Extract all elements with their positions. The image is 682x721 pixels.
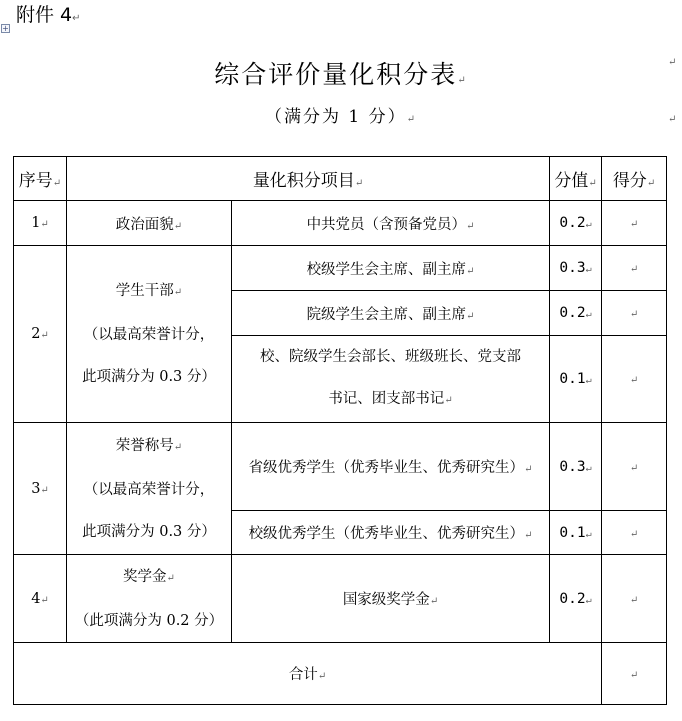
score-table [13, 156, 667, 705]
score-input-cell[interactable]: ↵ [602, 336, 667, 423]
score-input-cell[interactable]: ↵ [602, 423, 667, 511]
table-row [14, 201, 667, 246]
total-score-cell[interactable]: ↵ [602, 643, 667, 705]
total-row [14, 643, 667, 705]
item-cell: 中共党员（含预备党员）↵ [232, 201, 550, 246]
header-cell-value: 分值↵ [550, 157, 602, 201]
category-cell: 政治面貌↵ [67, 201, 232, 246]
table-row [14, 423, 667, 511]
score-input-cell[interactable]: ↵ [602, 291, 667, 336]
category-cell: 奖学金↵ （此项满分为 0.2 分） [67, 555, 232, 643]
value-cell: 0.1↵ [550, 511, 602, 555]
item-cell: 国家级奖学金↵ [232, 555, 550, 643]
row-number-cell: 3↵ [14, 423, 67, 555]
table-header-row [14, 157, 667, 201]
paragraph-mark-icon: ↵ [668, 114, 677, 125]
item-cell: 校、院级学生会部长、班级班长、党支部 书记、团支部书记↵ [232, 336, 550, 423]
category-cell: 荣誉称号↵ （以最高荣誉计分， 此项满分为 0.3 分） [67, 423, 232, 555]
score-input-cell[interactable]: ↵ [602, 555, 667, 643]
header-cell-no: 序号↵ [14, 157, 67, 201]
value-cell: 0.2↵ [550, 555, 602, 643]
table-row [14, 555, 667, 643]
value-cell: 0.1↵ [550, 336, 602, 423]
item-cell: 校级学生会主席、副主席↵ [232, 246, 550, 291]
score-input-cell[interactable]: ↵ [602, 246, 667, 291]
score-input-cell[interactable]: ↵ [602, 201, 667, 246]
header-cell-item: 量化积分项目↵ [67, 157, 550, 201]
header-cell-score: 得分↵ [602, 157, 667, 201]
row-number-cell: 1↵ [14, 201, 67, 246]
total-label-cell: 合计↵ [14, 643, 602, 705]
item-cell: 校级优秀学生（优秀毕业生、优秀研究生）↵ [232, 511, 550, 555]
row-number-cell: 2↵ [14, 246, 67, 423]
value-cell: 0.3↵ [550, 246, 602, 291]
score-input-cell[interactable]: ↵ [602, 511, 667, 555]
paragraph-mark-icon: ↵ [668, 57, 677, 68]
value-cell: 0.2↵ [550, 201, 602, 246]
item-cell: 院级学生会主席、副主席↵ [232, 291, 550, 336]
table-row [14, 246, 667, 291]
row-number-cell: 4↵ [14, 555, 67, 643]
attachment-label: 附件 4↵ [16, 4, 81, 26]
value-cell: 0.3↵ [550, 423, 602, 511]
table-move-handle-icon[interactable]: + [2, 24, 9, 33]
page-subtitle: （满分为 1 分）↵ [264, 107, 417, 127]
category-cell: 学生干部↵ （以最高荣誉计分， 此项满分为 0.3 分） [67, 246, 232, 423]
page-title: 综合评价量化积分表↵ [214, 60, 468, 89]
value-cell: 0.2↵ [550, 291, 602, 336]
item-cell: 省级优秀学生（优秀毕业生、优秀研究生）↵ [232, 423, 550, 511]
